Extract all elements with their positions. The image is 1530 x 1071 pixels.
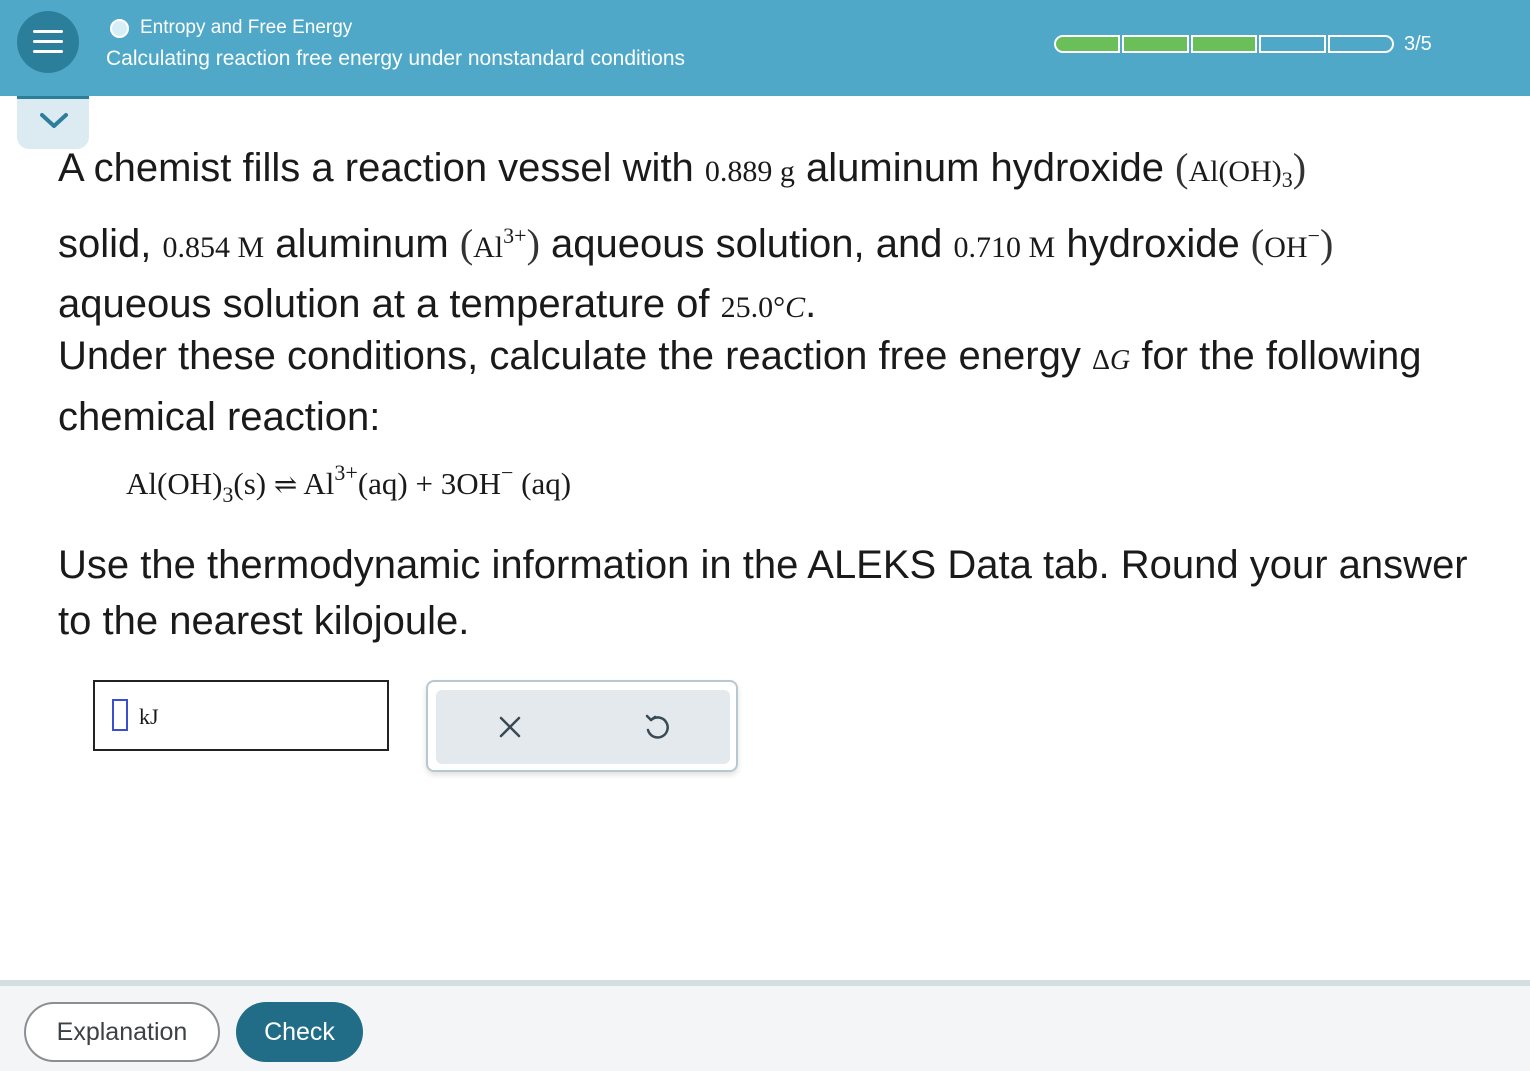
progress-count: 3/5 <box>1404 33 1432 55</box>
footer-bar <box>0 980 1530 1071</box>
progress-segment <box>1259 35 1325 53</box>
header-bar <box>0 0 1530 96</box>
answer-input[interactable] <box>93 680 389 751</box>
question-text: aluminum <box>264 222 460 266</box>
question-text: aqueous solution, and <box>539 222 954 266</box>
answer-unit: kJ <box>139 704 159 729</box>
formula-aluminum-ion: $Al^{3+}$ <box>473 223 527 264</box>
mass-value: 0.889 g <box>704 155 795 188</box>
undo-button[interactable] <box>641 712 671 742</box>
temperature-value: 25.0° <box>720 291 786 324</box>
question-text: solid, <box>58 222 163 266</box>
question-text: hydroxide <box>1055 222 1251 266</box>
menu-button[interactable] <box>17 11 79 73</box>
temperature-unit: C <box>785 291 806 324</box>
menu-line-icon <box>33 30 63 33</box>
topic-title: Entropy and Free Energy <box>140 17 353 38</box>
menu-line-icon <box>33 40 63 43</box>
close-icon <box>495 712 525 742</box>
question-text: aluminum hydroxide <box>794 146 1176 190</box>
progress-segment <box>1191 35 1257 53</box>
topic-status-icon <box>110 19 129 38</box>
progress-bar <box>1054 35 1394 53</box>
menu-line-icon <box>33 50 63 53</box>
delta-g-symbol: ΔG <box>1091 345 1131 376</box>
chemical-equation: $Al(OH)_3(s)$ ⇌ $Al^{3+}(aq) + 3OH^-$ (aq) <box>126 460 572 507</box>
undo-icon <box>641 712 671 742</box>
answer-cursor[interactable] <box>112 699 128 731</box>
question-paragraph-1: A chemist fills a reaction vessel with 0.889 g aluminum hydroxide $(Al(OH)_3)$ solid, 0.854 M aluminum $(Al^{3+})$ aqueous solution, and 0.710 M hydroxide (OH−) aqueous solution at a temperature of 25.0°C. <box>58 145 1334 326</box>
question-text: for the following chemical reaction: <box>58 334 1422 439</box>
progress-segment <box>1328 35 1394 53</box>
question-text: A chemist fills a reaction vessel with <box>58 146 705 190</box>
chevron-down-icon <box>39 111 69 131</box>
answer-tools <box>436 690 730 764</box>
progress-segment <box>1122 35 1188 53</box>
question-text: . <box>805 282 817 326</box>
question-paragraph-3: Use the thermodynamic information in the ALEKS Data tab. Round your answer to the nearest kilojoule. <box>58 543 1468 643</box>
check-button[interactable]: Check <box>236 1002 363 1062</box>
topic-subtitle: Calculating reaction free energy under nonstandard conditions <box>106 47 686 70</box>
formula-aluminum-hydroxide: $Al(OH)_3$ <box>1188 155 1293 192</box>
answer-tools-panel <box>426 680 738 772</box>
concentration-value: 0.710 M <box>953 231 1056 264</box>
question-text: Under these conditions, calculate the reaction free energy <box>58 334 1092 378</box>
formula-hydroxide-ion: OH− <box>1264 223 1320 264</box>
clear-button[interactable] <box>495 712 525 742</box>
question-paragraph-2 <box>58 328 1458 445</box>
explanation-button[interactable]: Explanation <box>24 1002 220 1062</box>
equilibrium-arrow-icon: ⇌ <box>273 470 298 501</box>
question-text: aqueous solution at a temperature of <box>58 282 721 326</box>
concentration-value: 0.854 M <box>162 231 265 264</box>
progress-segment <box>1054 35 1120 53</box>
